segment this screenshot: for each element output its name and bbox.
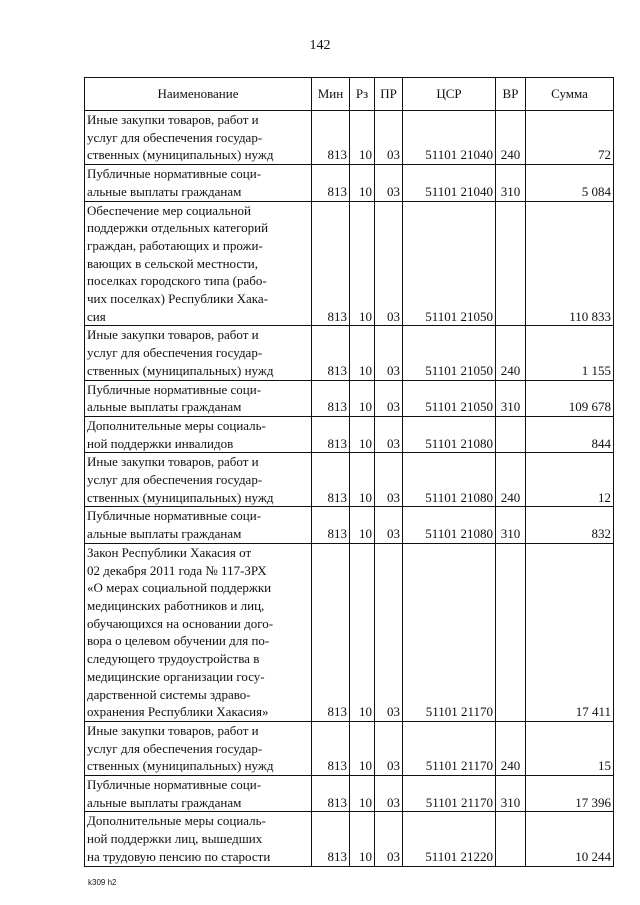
row-sum: 110 833 (526, 201, 614, 326)
row-csr: 51101 21040 (403, 111, 496, 165)
table-row (85, 380, 614, 416)
table-row (85, 326, 614, 380)
row-name: Публичные нормативные соци- альные выплаты гражданам (85, 165, 312, 201)
row-rz: 10 (350, 812, 375, 866)
row-vr: 310 (496, 507, 526, 543)
table-row (85, 543, 614, 721)
header-csr: ЦСР (403, 78, 496, 111)
table-row (85, 812, 614, 866)
row-sum: 1 155 (526, 326, 614, 380)
table-header-row (85, 78, 614, 111)
row-sum: 5 084 (526, 165, 614, 201)
row-rz: 10 (350, 543, 375, 721)
row-csr: 51101 21080 (403, 507, 496, 543)
row-pr: 03 (375, 416, 403, 452)
row-csr: 51101 21170 (403, 543, 496, 721)
row-name: Иные закупки товаров, работ и услуг для обеспечения государ- ственных (муниципальных) нужд (85, 453, 312, 507)
row-vr: 310 (496, 776, 526, 812)
row-pr: 03 (375, 721, 403, 775)
row-min: 813 (312, 201, 350, 326)
row-sum: 12 (526, 453, 614, 507)
row-sum: 17 396 (526, 776, 614, 812)
row-sum: 72 (526, 111, 614, 165)
table-row (85, 721, 614, 775)
table-row (85, 507, 614, 543)
row-sum: 17 411 (526, 543, 614, 721)
row-sum: 10 244 (526, 812, 614, 866)
row-csr: 51101 21080 (403, 453, 496, 507)
table-row (85, 416, 614, 452)
row-rz: 10 (350, 416, 375, 452)
page-number: 142 (309, 38, 331, 53)
header-pr: ПР (375, 78, 403, 111)
row-min: 813 (312, 776, 350, 812)
row-min: 813 (312, 507, 350, 543)
row-min: 813 (312, 326, 350, 380)
row-name: Закон Республики Хакасия от 02 декабря 2011 года № 117-ЗРХ «О мерах социальной поддержки медицинских работников и лиц, обучающихся на основании дого- вора о целевом обучении для по- следующего трудоустройства в медицинские организации госу- дарственной системы здраво- охранения Республики Хакасия» (85, 543, 312, 721)
row-csr: 51101 21170 (403, 776, 496, 812)
row-min: 813 (312, 543, 350, 721)
row-rz: 10 (350, 507, 375, 543)
budget-table (84, 77, 614, 867)
header-min: Мин (312, 78, 350, 111)
row-pr: 03 (375, 380, 403, 416)
row-rz: 10 (350, 776, 375, 812)
row-name: Публичные нормативные соци- альные выплаты гражданам (85, 507, 312, 543)
row-csr: 51101 21080 (403, 416, 496, 452)
row-vr (496, 416, 526, 452)
row-sum: 844 (526, 416, 614, 452)
row-name: Дополнительные меры социаль- ной поддержки инвалидов (85, 416, 312, 452)
row-vr (496, 201, 526, 326)
row-pr: 03 (375, 201, 403, 326)
header-name: Наименование (85, 78, 312, 111)
row-pr: 03 (375, 812, 403, 866)
table-row (85, 201, 614, 326)
row-min: 813 (312, 812, 350, 866)
table-row (85, 453, 614, 507)
row-sum: 109 678 (526, 380, 614, 416)
row-min: 813 (312, 721, 350, 775)
row-csr: 51101 21050 (403, 326, 496, 380)
row-min: 813 (312, 165, 350, 201)
row-vr: 240 (496, 721, 526, 775)
row-name: Иные закупки товаров, работ и услуг для обеспечения государ- ственных (муниципальных) нужд (85, 326, 312, 380)
row-name: Публичные нормативные соци- альные выплаты гражданам (85, 380, 312, 416)
row-pr: 03 (375, 326, 403, 380)
row-rz: 10 (350, 721, 375, 775)
row-rz: 10 (350, 326, 375, 380)
header-sum: Сумма (526, 78, 614, 111)
row-pr: 03 (375, 776, 403, 812)
row-csr: 51101 21050 (403, 201, 496, 326)
row-pr: 03 (375, 507, 403, 543)
footer-code: k309 h2 (88, 878, 117, 887)
row-rz: 10 (350, 201, 375, 326)
row-rz: 10 (350, 380, 375, 416)
row-name: Обеспечение мер социальной поддержки отдельных категорий граждан, работающих и прожи- вающих в сельской местности, поселках городского типа (рабо- чих поселках) Республики Хака- сия (85, 201, 312, 326)
row-pr: 03 (375, 165, 403, 201)
row-pr: 03 (375, 453, 403, 507)
row-rz: 10 (350, 453, 375, 507)
row-csr: 51101 21050 (403, 380, 496, 416)
table-row (85, 776, 614, 812)
row-rz: 10 (350, 111, 375, 165)
row-pr: 03 (375, 111, 403, 165)
row-sum: 15 (526, 721, 614, 775)
row-min: 813 (312, 453, 350, 507)
row-name: Иные закупки товаров, работ и услуг для обеспечения государ- ственных (муниципальных) нужд (85, 721, 312, 775)
header-vr: ВР (496, 78, 526, 111)
row-csr: 51101 21170 (403, 721, 496, 775)
row-name: Публичные нормативные соци- альные выплаты гражданам (85, 776, 312, 812)
row-name: Иные закупки товаров, работ и услуг для обеспечения государ- ственных (муниципальных) нужд (85, 111, 312, 165)
row-vr: 310 (496, 380, 526, 416)
row-csr: 51101 21040 (403, 165, 496, 201)
row-pr: 03 (375, 543, 403, 721)
row-min: 813 (312, 380, 350, 416)
row-name: Дополнительные меры социаль- ной поддержки лиц, вышедших на трудовую пенсию по старости (85, 812, 312, 866)
row-csr: 51101 21220 (403, 812, 496, 866)
row-rz: 10 (350, 165, 375, 201)
row-vr: 240 (496, 326, 526, 380)
row-vr: 310 (496, 165, 526, 201)
header-rz: Рз (350, 78, 375, 111)
row-vr: 240 (496, 453, 526, 507)
row-min: 813 (312, 416, 350, 452)
row-vr (496, 543, 526, 721)
row-min: 813 (312, 111, 350, 165)
row-vr: 240 (496, 111, 526, 165)
row-vr (496, 812, 526, 866)
row-sum: 832 (526, 507, 614, 543)
table-row (85, 111, 614, 165)
table-row (85, 165, 614, 201)
